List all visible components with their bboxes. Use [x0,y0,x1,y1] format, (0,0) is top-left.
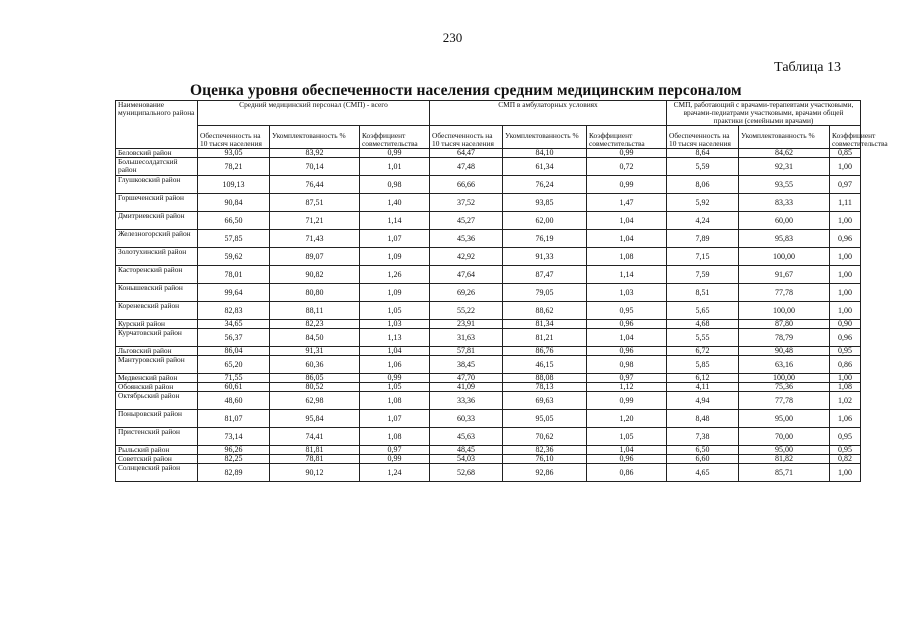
value-cell: 60,00 [739,212,830,230]
value-cell: 0,95 [830,428,861,446]
value-cell: 81,21 [503,329,587,347]
value-cell: 54,03 [430,455,503,464]
table-row [116,347,861,356]
value-cell: 88,62 [503,302,587,320]
value-cell: 95,05 [503,410,587,428]
value-cell: 95,00 [739,446,830,455]
value-cell: 0,96 [830,329,861,347]
value-cell: 42,92 [430,248,503,266]
value-cell: 77,78 [739,392,830,410]
district-name: Советский район [116,455,198,464]
value-cell: 4,94 [667,392,739,410]
value-cell: 1,00 [830,266,861,284]
value-cell: 1,00 [830,302,861,320]
value-cell: 70,00 [739,428,830,446]
table-row [116,194,861,212]
table-row [116,455,861,464]
value-cell: 90,82 [270,266,360,284]
district-name: Рыльский район [116,446,198,455]
value-cell: 84,62 [739,149,830,158]
value-cell: 70,14 [270,158,360,176]
value-cell: 1,04 [587,212,667,230]
table-row [116,248,861,266]
value-cell: 33,36 [430,392,503,410]
value-cell: 100,00 [739,302,830,320]
value-cell: 6,50 [667,446,739,455]
value-cell: 80,80 [270,284,360,302]
value-cell: 63,16 [739,356,830,374]
value-cell: 78,21 [198,158,270,176]
table-row [116,356,861,374]
value-cell: 38,45 [430,356,503,374]
value-cell: 93,55 [739,176,830,194]
value-cell: 81,82 [739,455,830,464]
value-cell: 6,60 [667,455,739,464]
value-cell: 90,12 [270,464,360,482]
value-cell: 7,38 [667,428,739,446]
value-cell: 1,06 [360,356,430,374]
value-cell: 109,13 [198,176,270,194]
value-cell: 23,91 [430,320,503,329]
value-cell: 92,86 [503,464,587,482]
value-cell: 78,79 [739,329,830,347]
value-cell: 6,72 [667,347,739,356]
value-cell: 0,90 [830,320,861,329]
district-name: Большесолдатский район [116,158,198,176]
value-cell: 76,24 [503,176,587,194]
value-cell: 71,21 [270,212,360,230]
value-cell: 1,07 [360,410,430,428]
value-cell: 47,48 [430,158,503,176]
value-cell: 82,83 [198,302,270,320]
value-cell: 1,11 [830,194,861,212]
value-cell: 34,65 [198,320,270,329]
value-cell: 60,36 [270,356,360,374]
value-cell: 5,59 [667,158,739,176]
value-cell: 48,60 [198,392,270,410]
value-cell: 71,43 [270,230,360,248]
table-row [116,410,861,428]
value-cell: 55,22 [430,302,503,320]
value-cell: 88,08 [503,374,587,383]
value-cell: 0,95 [587,302,667,320]
value-cell: 83,33 [739,194,830,212]
district-name: Горшеченский район [116,194,198,212]
value-cell: 37,52 [430,194,503,212]
value-cell: 41,09 [430,383,503,392]
value-cell: 5,85 [667,356,739,374]
subheader-g1-m2: Коэффициент совместительства [587,126,667,149]
value-cell: 1,09 [360,248,430,266]
value-cell: 76,10 [503,455,587,464]
value-cell: 6,12 [667,374,739,383]
value-cell: 1,07 [360,230,430,248]
value-cell: 8,51 [667,284,739,302]
value-cell: 95,00 [739,410,830,428]
value-cell: 0,98 [587,356,667,374]
value-cell: 45,27 [430,212,503,230]
value-cell: 0,86 [830,356,861,374]
value-cell: 1,09 [360,284,430,302]
district-name: Кореневский район [116,302,198,320]
value-cell: 82,89 [198,464,270,482]
value-cell: 57,81 [430,347,503,356]
value-cell: 76,44 [270,176,360,194]
district-name: Золотухинский район [116,248,198,266]
table-row [116,149,861,158]
value-cell: 48,45 [430,446,503,455]
district-name: Касторенский район [116,266,198,284]
value-cell: 82,36 [503,446,587,455]
value-cell: 87,51 [270,194,360,212]
value-cell: 84,10 [503,149,587,158]
value-cell: 0,99 [360,149,430,158]
value-cell: 1,40 [360,194,430,212]
value-cell: 64,47 [430,149,503,158]
value-cell: 1,14 [587,266,667,284]
value-cell: 93,85 [503,194,587,212]
subheader-g0-m0: Обеспеченность на 10 тысяч населения [198,126,270,149]
table-row [116,212,861,230]
value-cell: 8,48 [667,410,739,428]
value-cell: 45,63 [430,428,503,446]
value-cell: 0,95 [830,347,861,356]
district-name: Железногорский район [116,230,198,248]
value-cell: 7,89 [667,230,739,248]
value-cell: 1,02 [830,392,861,410]
value-cell: 69,63 [503,392,587,410]
value-cell: 1,13 [360,329,430,347]
subheader-g2-m0: Обеспеченность на 10 тысяч населения [667,126,739,149]
value-cell: 100,00 [739,374,830,383]
value-cell: 31,63 [430,329,503,347]
district-name: Солнцевский район [116,464,198,482]
value-cell: 0,99 [587,392,667,410]
value-cell: 1,05 [360,383,430,392]
value-cell: 1,20 [587,410,667,428]
value-cell: 78,13 [503,383,587,392]
value-cell: 100,00 [739,248,830,266]
page-number: 230 [442,30,463,45]
value-cell: 60,61 [198,383,270,392]
group-header-district-physicians: СМП, работающий с врачами-терапевтами участковыми, врачами-педиатрами участковыми, врачами общей практики (семейными врачами) [667,101,861,126]
district-name: Льговский район [116,347,198,356]
table-row [116,284,861,302]
value-cell: 0,99 [587,176,667,194]
value-cell: 47,70 [430,374,503,383]
value-cell: 81,34 [503,320,587,329]
subheader-g1-m0: Обеспеченность на 10 тысяч населения [430,126,503,149]
value-cell: 0,97 [360,446,430,455]
value-cell: 81,81 [270,446,360,455]
district-name: Пристенский район [116,428,198,446]
value-cell: 59,62 [198,248,270,266]
value-cell: 86,05 [270,374,360,383]
value-cell: 1,00 [830,284,861,302]
value-cell: 7,59 [667,266,739,284]
value-cell: 1,08 [587,248,667,266]
value-cell: 4,11 [667,383,739,392]
value-cell: 61,34 [503,158,587,176]
value-cell: 88,11 [270,302,360,320]
value-cell: 1,05 [360,302,430,320]
district-name: Мантуровский район [116,356,198,374]
value-cell: 95,84 [270,410,360,428]
value-cell: 93,05 [198,149,270,158]
value-cell: 0,85 [830,149,861,158]
value-cell: 1,03 [587,284,667,302]
value-cell: 5,65 [667,302,739,320]
table-row [116,329,861,347]
value-cell: 45,36 [430,230,503,248]
value-cell: 95,83 [739,230,830,248]
value-cell: 0,96 [587,455,667,464]
value-cell: 4,24 [667,212,739,230]
value-cell: 46,15 [503,356,587,374]
group-header-ambulatory: СМП в амбулаторных условиях [430,101,667,126]
value-cell: 82,25 [198,455,270,464]
table-row [116,464,861,482]
value-cell: 1,04 [587,329,667,347]
district-name: Дмитриевский район [116,212,198,230]
table-row [116,428,861,446]
value-cell: 78,01 [198,266,270,284]
value-cell: 87,47 [503,266,587,284]
value-cell: 0,72 [587,158,667,176]
value-cell: 1,14 [360,212,430,230]
value-cell: 78,81 [270,455,360,464]
value-cell: 1,05 [587,428,667,446]
value-cell: 7,15 [667,248,739,266]
subheader-g0-m2: Коэффициент совместительства [360,126,430,149]
value-cell: 77,78 [739,284,830,302]
value-cell: 0,99 [587,149,667,158]
value-cell: 0,97 [587,374,667,383]
value-cell: 8,06 [667,176,739,194]
value-cell: 1,00 [830,212,861,230]
value-cell: 74,41 [270,428,360,446]
value-cell: 1,00 [830,374,861,383]
value-cell: 0,95 [830,446,861,455]
value-cell: 4,68 [667,320,739,329]
value-cell: 1,12 [587,383,667,392]
value-cell: 91,33 [503,248,587,266]
value-cell: 1,24 [360,464,430,482]
value-cell: 1,03 [360,320,430,329]
value-cell: 82,23 [270,320,360,329]
value-cell: 66,66 [430,176,503,194]
value-cell: 5,55 [667,329,739,347]
value-cell: 1,04 [360,347,430,356]
table-row [116,176,861,194]
value-cell: 83,92 [270,149,360,158]
value-cell: 73,14 [198,428,270,446]
district-name: Беловский район [116,149,198,158]
value-cell: 52,68 [430,464,503,482]
value-cell: 5,92 [667,194,739,212]
value-cell: 79,05 [503,284,587,302]
district-name: Поныровский район [116,410,198,428]
table-row [116,302,861,320]
value-cell: 0,99 [360,455,430,464]
table-row [116,383,861,392]
value-cell: 0,96 [830,230,861,248]
district-name: Конышевский район [116,284,198,302]
group-header-total: Средний медицинский персонал (СМП) - всего [198,101,430,126]
value-cell: 1,00 [830,158,861,176]
value-cell: 84,50 [270,329,360,347]
value-cell: 90,48 [739,347,830,356]
table-row [116,266,861,284]
value-cell: 91,31 [270,347,360,356]
value-cell: 81,07 [198,410,270,428]
value-cell: 0,97 [830,176,861,194]
value-cell: 85,71 [739,464,830,482]
value-cell: 0,98 [360,176,430,194]
value-cell: 92,31 [739,158,830,176]
document-title: Оценка уровня обеспеченности населения средним медицинским персоналом [190,82,742,99]
value-cell: 1,26 [360,266,430,284]
district-name: Обоянский район [116,383,198,392]
value-cell: 0,86 [587,464,667,482]
value-cell: 1,08 [360,392,430,410]
subheader-g2-m2: Коэффициент совместительства [830,126,861,149]
value-cell: 99,64 [198,284,270,302]
value-cell: 62,00 [503,212,587,230]
value-cell: 62,98 [270,392,360,410]
value-cell: 66,50 [198,212,270,230]
value-cell: 4,65 [667,464,739,482]
value-cell: 1,08 [360,428,430,446]
value-cell: 57,85 [198,230,270,248]
value-cell: 86,76 [503,347,587,356]
value-cell: 0,99 [360,374,430,383]
value-cell: 1,04 [587,230,667,248]
district-name: Курский район [116,320,198,329]
value-cell: 1,47 [587,194,667,212]
district-name: Глушковский район [116,176,198,194]
subheader-g0-m1: Укомплектованность % [270,126,360,149]
subheader-g2-m1: Укомплектованность % [739,126,830,149]
value-cell: 0,96 [587,347,667,356]
district-name: Курчатовский район [116,329,198,347]
table-row [116,230,861,248]
value-cell: 69,26 [430,284,503,302]
value-cell: 1,08 [830,383,861,392]
value-cell: 60,33 [430,410,503,428]
value-cell: 0,82 [830,455,861,464]
value-cell: 86,04 [198,347,270,356]
value-cell: 76,19 [503,230,587,248]
column-header-district: Наименование муниципального района [116,101,198,149]
value-cell: 47,64 [430,266,503,284]
value-cell: 1,04 [587,446,667,455]
subheader-g1-m1: Укомплектованность % [503,126,587,149]
value-cell: 87,80 [739,320,830,329]
value-cell: 75,36 [739,383,830,392]
value-cell: 70,62 [503,428,587,446]
staffing-table [115,100,888,482]
district-name: Октябрьский район [116,392,198,410]
table-row [116,158,861,176]
value-cell: 56,37 [198,329,270,347]
value-cell: 0,96 [587,320,667,329]
value-cell: 1,00 [830,464,861,482]
value-cell: 1,01 [360,158,430,176]
value-cell: 90,84 [198,194,270,212]
value-cell: 96,26 [198,446,270,455]
value-cell: 89,07 [270,248,360,266]
value-cell: 91,67 [739,266,830,284]
value-cell: 80,52 [270,383,360,392]
district-name: Медвенский район [116,374,198,383]
value-cell: 1,06 [830,410,861,428]
table-row [116,320,861,329]
value-cell: 1,00 [830,248,861,266]
value-cell: 8,64 [667,149,739,158]
value-cell: 65,20 [198,356,270,374]
table-row [116,392,861,410]
value-cell: 71,55 [198,374,270,383]
table-label: Таблица 13 [774,60,841,75]
